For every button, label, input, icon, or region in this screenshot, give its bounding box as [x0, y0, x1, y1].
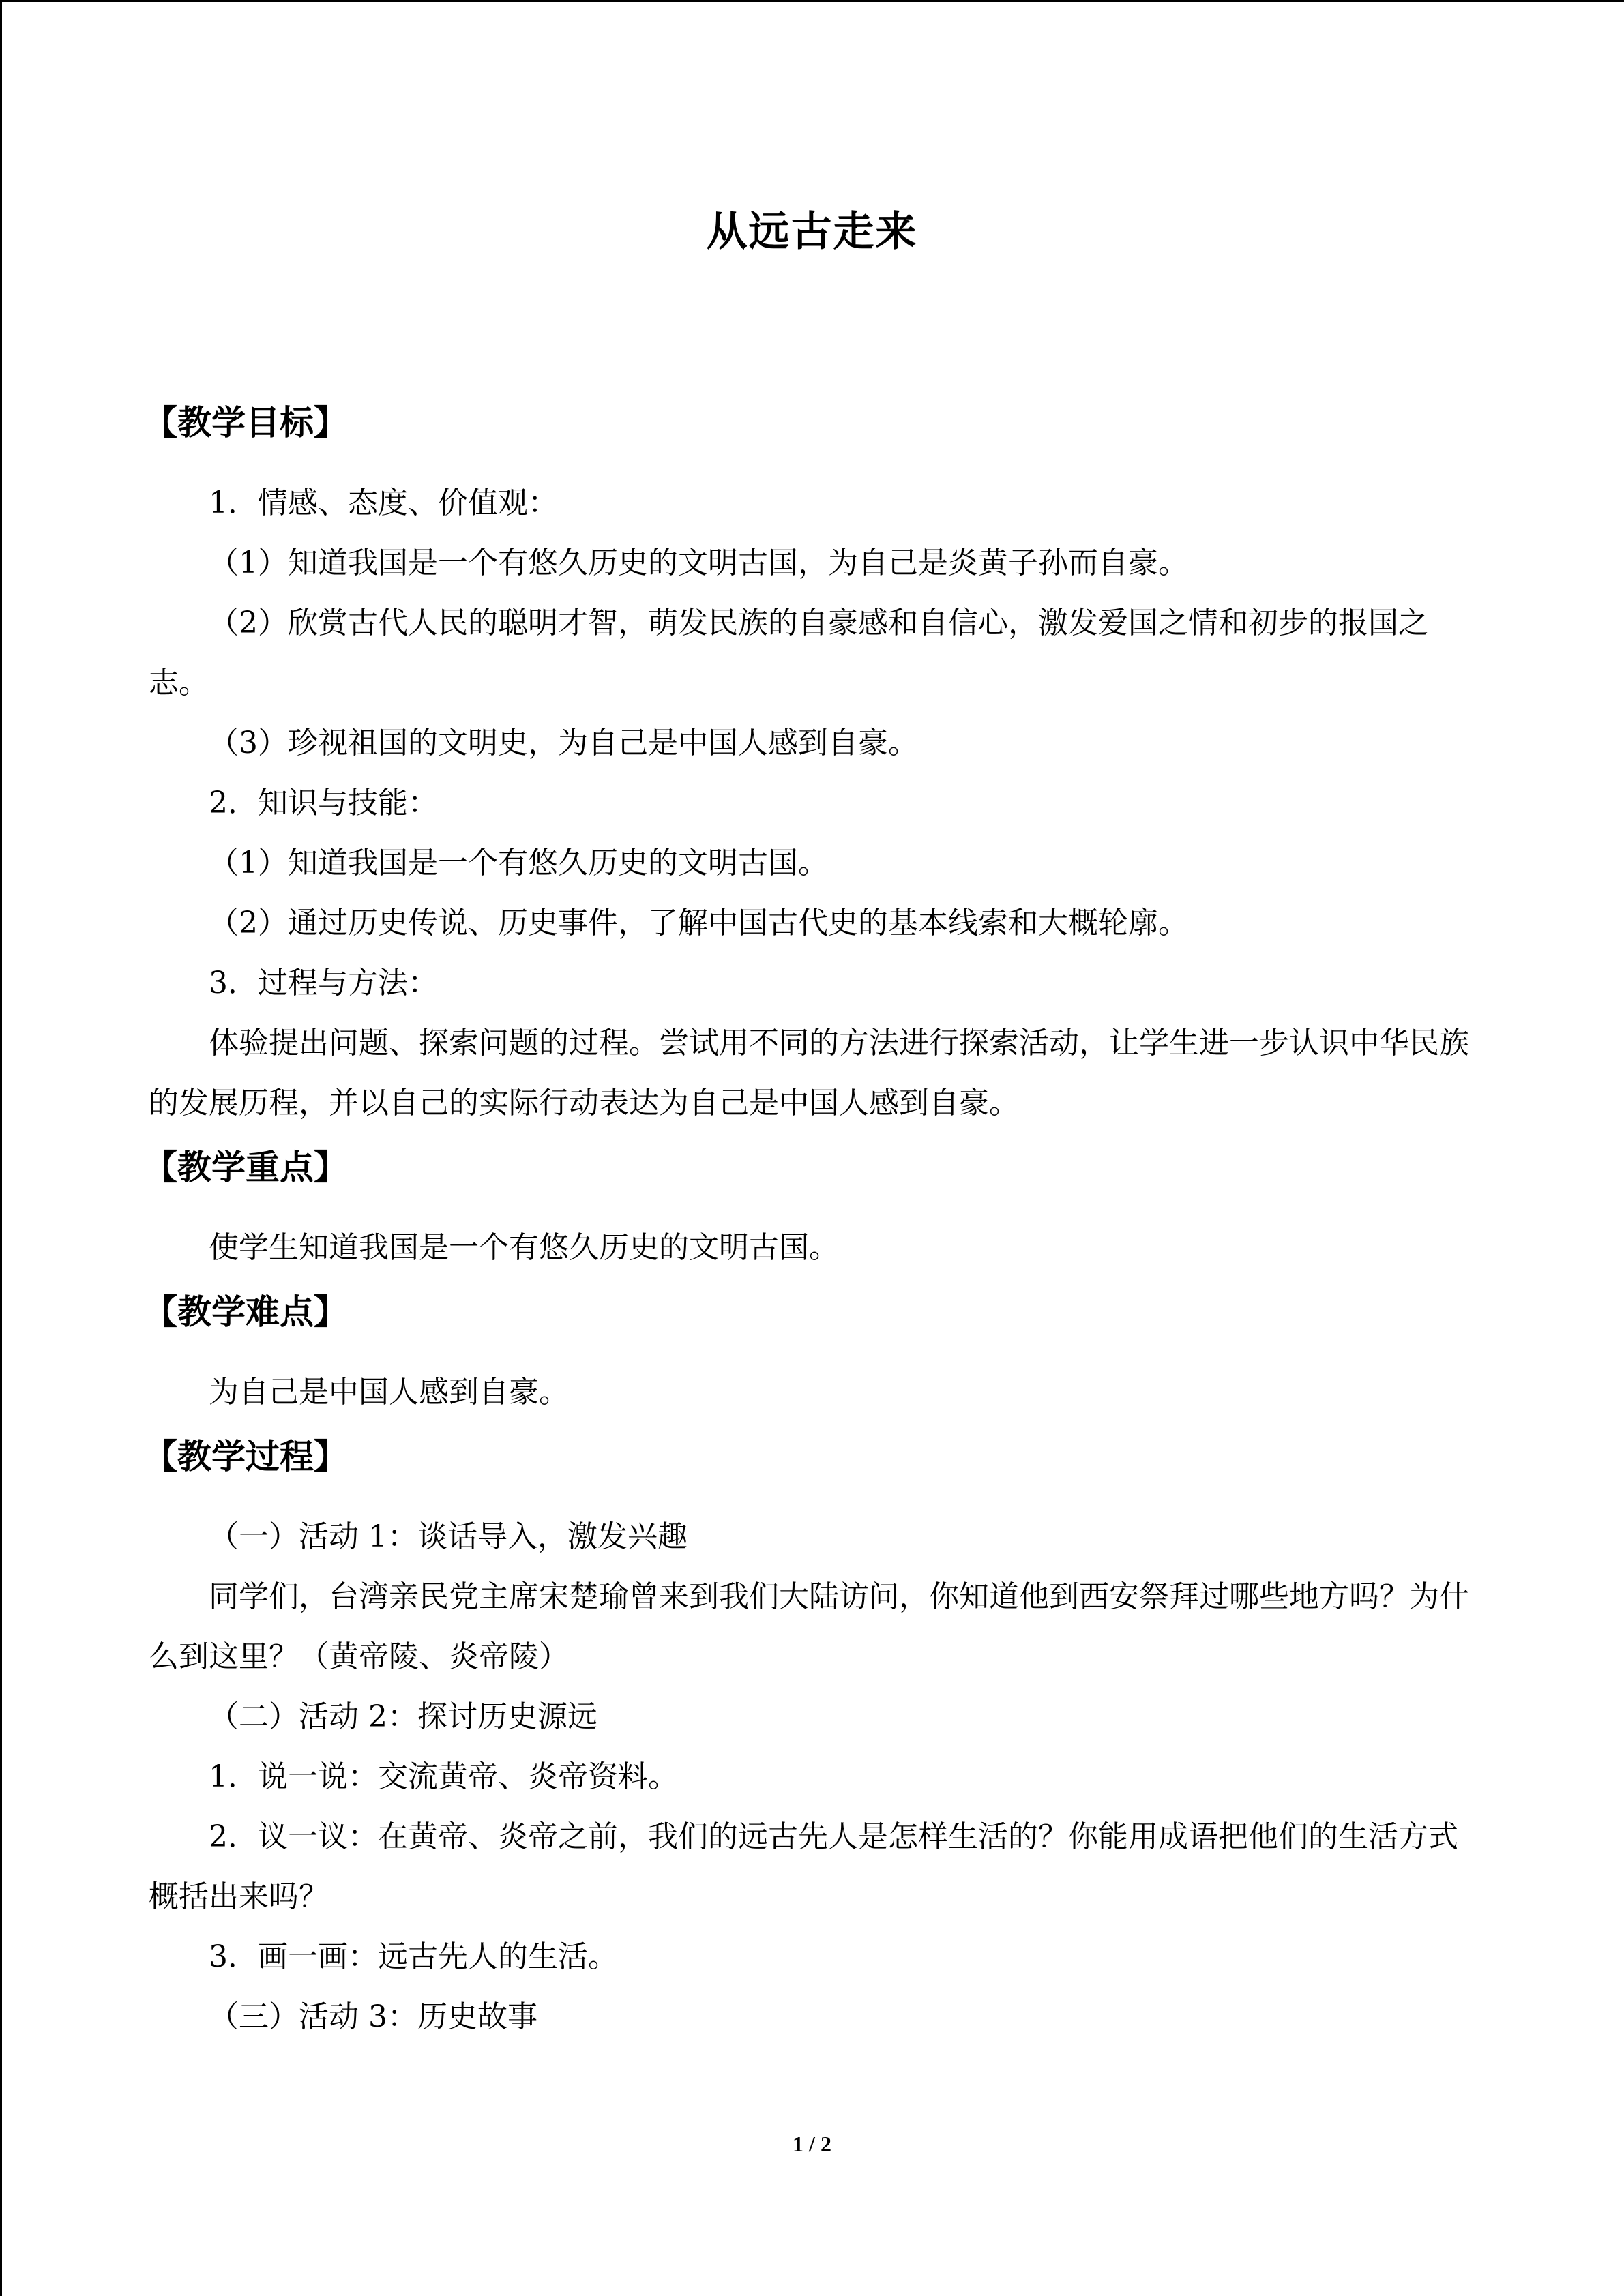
spacer	[149, 457, 1479, 473]
paragraph: 3．画一画：远古先人的生活。	[209, 1939, 618, 1974]
spacer	[149, 1346, 1479, 1362]
paragraph: （1）知道我国是一个有悠久历史的文明古国。	[209, 846, 828, 880]
paragraph: （1）知道我国是一个有悠久历史的文明古国，为自己是炎黄子孙而自豪。	[209, 546, 1188, 580]
section-heading-difficulty: 【教学难点】	[143, 1292, 348, 1332]
document-body	[143, 389, 1479, 2047]
paragraph: 3．过程与方法：	[209, 966, 438, 1000]
paragraph: （2）欣赏古代人民的聪明才智，萌发民族的自豪感和自信心，激发爱国之情和初步的报国之志。	[149, 606, 1428, 700]
paragraph: 2．知识与技能：	[209, 786, 438, 820]
document-title: 从远古走来	[706, 208, 918, 256]
paragraph: 为自己是中国人感到自豪。	[209, 1375, 569, 1410]
page-border-left	[0, 0, 2, 2296]
paragraph: 体验提出问题、探索问题的过程。尝试用不同的方法进行探索活动，让学生进一步认识中华民族的发展历程，并以自己的实际行动表达为自己是中国人感到自豪。	[149, 1026, 1469, 1120]
paragraph: 1．说一说：交流黄帝、炎帝资料。	[209, 1759, 678, 1794]
paragraph: 1．情感、态度、价值观：	[209, 486, 558, 520]
paragraph: 同学们，台湾亲民党主席宋楚瑜曾来到我们大陆访问，你知道他到西安祭拜过哪些地方吗？为什么到这里？（黄帝陵、炎帝陵）	[149, 1579, 1469, 1674]
paragraph: 2．议一议：在黄帝、炎帝之前，我们的远古先人是怎样生活的？你能用成语把他们的生活方式概括出来吗？	[149, 1819, 1458, 1914]
paragraph: （三）活动 3：历史故事	[209, 1999, 537, 2034]
section-heading-goals: 【教学目标】	[143, 402, 348, 443]
paragraph: （二）活动 2：探讨历史源远	[209, 1699, 597, 1734]
paragraph: 使学生知道我国是一个有悠久历史的文明古国。	[209, 1230, 839, 1265]
paragraph: （2）通过历史传说、历史事件，了解中国古代史的基本线索和大概轮廓。	[209, 906, 1188, 940]
page-border-top	[0, 0, 1624, 2]
paragraph: （3）珍视祖国的文明史，为自己是中国人感到自豪。	[209, 726, 918, 760]
page-number: 1 / 2	[793, 2132, 831, 2156]
section-heading-focus: 【教学重点】	[143, 1147, 348, 1187]
paragraph: （一）活动 1：谈话导入，激发兴趣	[209, 1519, 688, 1554]
spacer	[149, 1202, 1479, 1218]
spacer	[149, 1491, 1479, 1507]
section-heading-process: 【教学过程】	[143, 1436, 348, 1476]
